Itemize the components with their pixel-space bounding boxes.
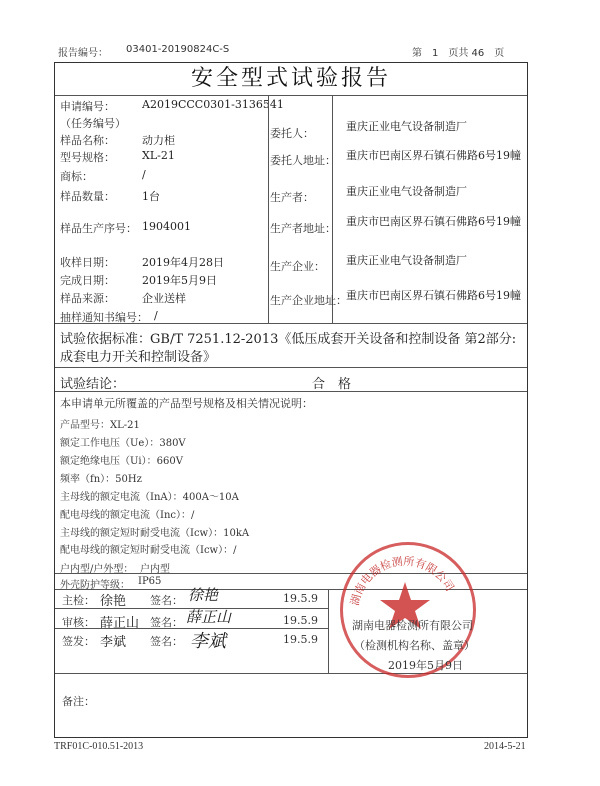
producer: 重庆正业电气设备制造厂 (346, 185, 467, 198)
task-no-label: （任务编号） (60, 117, 126, 130)
reviewer-date: 19.5.9 (283, 614, 318, 627)
conclusion-label: 试验结论： (60, 377, 126, 392)
description-line: 主母线的额定电流（InA）：400A～10A (60, 492, 239, 503)
column-divider (328, 589, 329, 673)
divider (55, 673, 527, 674)
env-type-value: 户内型 (140, 564, 170, 575)
sample-name: 动力柜 (142, 134, 175, 147)
sign-label: 签名： (150, 594, 183, 607)
source: 企业送样 (142, 292, 186, 305)
received-date-label: 收样日期： (60, 256, 115, 269)
seal-ring-text: 湖南电器检测所有限公司 (348, 554, 457, 607)
remarks-label: 备注： (62, 695, 95, 708)
sample-name-label: 样品名称： (60, 134, 115, 147)
issuer-date: 19.5.9 (283, 633, 318, 646)
stamp-date: 2019年5月9日 (388, 659, 463, 672)
divider (55, 95, 527, 96)
source-label: 样品来源： (60, 292, 115, 305)
client-address-label: 委托人地址： (270, 154, 336, 167)
finish-date-label: 完成日期： (60, 274, 115, 287)
report-number: 03401-20190824C-S (126, 44, 230, 55)
description-intro: 本申请单元所覆盖的产品型号规格及相关情况说明： (60, 397, 313, 410)
description-line: 配电母线的额定电流（Inc）：/ (60, 510, 195, 521)
chief-inspector-date: 19.5.9 (283, 592, 318, 605)
standard-line2: 成套电力开关和控制设备》 (60, 350, 217, 365)
chief-inspector-name: 徐艳 (100, 594, 127, 609)
divider (55, 367, 527, 368)
trademark: / (142, 168, 146, 181)
sign-label: 签名： (150, 616, 183, 629)
issuer-role: 签发： (62, 635, 95, 648)
manufacturer-address: 重庆市巴南区界石镇石佛路6号19幢 (346, 289, 521, 302)
sampling-notice-label: 抽样通知书编号： (60, 311, 148, 324)
application-no-label: 申请编号： (60, 100, 115, 113)
producer-label: 生产者： (270, 191, 314, 204)
description-line: 额定绝缘电压（Ui）：660V (60, 456, 183, 467)
manufacturer-label: 生产企业： (270, 260, 325, 273)
description-line: 额定工作电压（Ue）：380V (60, 438, 186, 449)
client-address: 重庆市巴南区界石镇石佛路6号19幢 (346, 149, 521, 162)
page-indicator: 第 1 页共 46 页 (412, 48, 505, 59)
form-number: TRF01C-010.51-2013 (54, 741, 144, 752)
received-date: 2019年4月28日 (142, 256, 224, 269)
manufacturer: 重庆正业电气设备制造厂 (346, 254, 467, 267)
sample-qty: 1台 (142, 190, 160, 203)
ip-value: IP65 (138, 576, 162, 587)
serial: 1904001 (142, 220, 191, 233)
ip-label: 外壳防护等级： (60, 580, 130, 591)
model-label: 型号规格： (60, 151, 115, 164)
report-number-label: 报告编号： (58, 48, 108, 59)
sign-label: 签名： (150, 635, 183, 648)
sample-qty-label: 样品数量： (60, 190, 115, 203)
description-line: 主母线的额定短时耐受电流（Icw）：10kA (60, 528, 250, 539)
description-line: 频率（fn）：50Hz (60, 474, 142, 485)
chief-inspector-role: 主检： (62, 594, 95, 607)
standard-line1: GB/T 7251.12-2013《低压成套开关设备和控制设备 第2部分: (150, 332, 517, 347)
divider (55, 323, 527, 324)
form-date: 2014-5-21 (484, 741, 526, 752)
reviewer-signature: 薛正山 (186, 608, 232, 626)
producer-address: 重庆市巴南区界石镇石佛路6号19幢 (346, 215, 521, 228)
description-line: 产品型号：XL-21 (60, 420, 140, 431)
org-note: （检测机构名称、盖章） (354, 639, 475, 652)
finish-date: 2019年5月9日 (142, 274, 217, 287)
conclusion-value: 合 格 (312, 377, 352, 392)
serial-label: 样品生产序号： (60, 222, 137, 235)
producer-address-label: 生产者地址： (270, 222, 336, 235)
application-no: A2019CCC0301-3136541 (142, 98, 284, 111)
org-name: 湖南电器检测所有限公司 (352, 619, 473, 632)
trademark-label: 商标： (60, 170, 93, 183)
report-title: 安全型式试验报告 (190, 66, 391, 91)
manufacturer-address-label: 生产企业地址： (270, 294, 347, 307)
divider (55, 391, 527, 392)
sampling-notice: / (154, 309, 158, 322)
issuer-name: 李斌 (100, 635, 127, 650)
client-label: 委托人： (270, 127, 314, 140)
standard-label: 试验依据标准： (60, 332, 152, 347)
description-line: 配电母线的额定短时耐受电流（Icw）：/ (60, 545, 237, 556)
reviewer-name: 薛正山 (100, 616, 140, 631)
chief-inspector-signature: 徐艳 (188, 586, 219, 604)
env-type-label: 户内型/户外型： (60, 564, 134, 575)
column-divider (332, 96, 333, 323)
client: 重庆正业电气设备制造厂 (346, 120, 467, 133)
column-divider (268, 96, 269, 323)
reviewer-role: 审核： (62, 616, 95, 629)
model: XL-21 (142, 149, 175, 162)
issuer-signature: 李斌 (190, 631, 226, 652)
